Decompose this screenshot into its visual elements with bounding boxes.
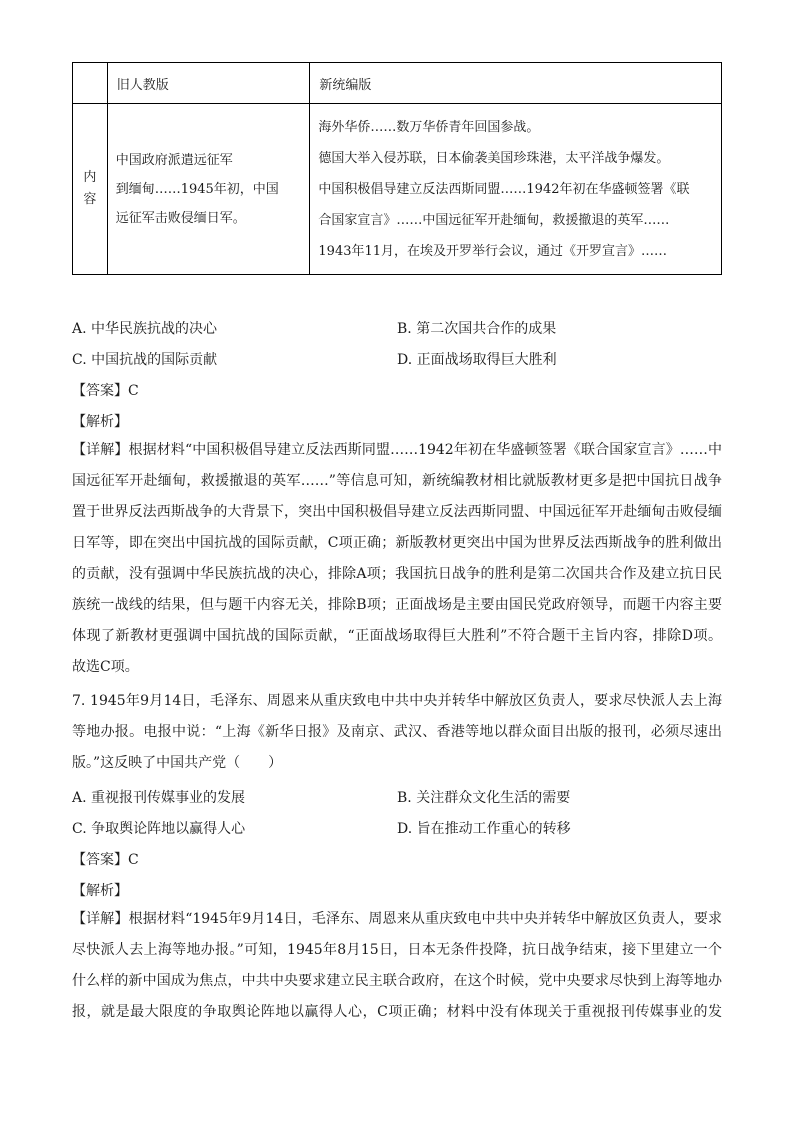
q7-detail-line: 报，就是最大限度的争取舆论阵地以赢得人心，C项正确；材料中没有体现关于重视报刊传媒事业的发: [72, 1004, 722, 1020]
q6-detail-line: 国远征军开赴缅甸，救援撤退的英军……”等信息可知，新统编教材相比就版教材更多是把中国抗日战争: [72, 473, 722, 489]
old-edition-content: [107, 104, 310, 275]
new-edition-content: [310, 104, 722, 275]
q6-detail-line: 体现了新教材更强调中国抗战的国际贡献，“正面战场取得巨大胜利”不符合题干主旨内容，排除D项。: [72, 628, 722, 644]
row-label-char: 容: [83, 192, 97, 207]
q6-detail-line: 日军等，即在突出中国抗战的国际贡献，C项正确；新版教材更突出中国为世界反法西斯战争的胜利做出: [72, 535, 722, 551]
q7-analysis-label: 【解析】: [72, 883, 128, 899]
new-edition-line: 1943年11月，在埃及开罗举行会议，通过《开罗宣言》……: [318, 243, 668, 259]
new-edition-line: 合国家宣言》……中国远征军开赴缅甸，救援撤退的英军……: [318, 212, 670, 228]
old-edition-line: 到缅甸……1945年初，中国: [115, 181, 279, 197]
q6-detail-line: 族统一战线的结果，但与题干内容无关，排除B项；正面战场是主要由国民党政府领导，而题干内容主要: [72, 597, 722, 613]
q7-stem: [72, 686, 722, 779]
q6-analysis-label: 【解析】: [72, 414, 128, 430]
q7-stem-line: 版。”这反映了中国共产党（ ）: [72, 755, 283, 771]
q6-detail-line: 的贡献，没有强调中华民族抗战的决心，排除A项；我国抗日战争的胜利是第二次国共合作及建立抗日民: [72, 566, 722, 582]
q6-detail-line: 置于世界反法西斯战争的大背景下，突出中国积极倡导建立反法西斯同盟、中国远征军开赴缅甸击败侵缅: [72, 504, 722, 520]
row-label-char: 内: [83, 170, 97, 185]
q6-option-c[interactable]: C. 中国抗战的国际贡献: [72, 352, 218, 368]
new-edition-line: 德国大举入侵苏联，日本偷袭美国珍珠港，太平洋战争爆发。: [318, 150, 670, 166]
old-edition-line: 中国政府派遣远征军: [115, 152, 233, 168]
q7-detail-line: 【详解】根据材料“1945年9月14日，毛泽东、周恩来从重庆致电中共中央并转华中解放区负责人，要求: [72, 911, 722, 927]
q7-option-c[interactable]: C. 争取舆论阵地以赢得人心: [72, 821, 246, 837]
table-header-new-edition: 新统编版: [310, 63, 722, 104]
table-content-row: [73, 104, 722, 275]
old-edition-line: 远征军击败侵缅日军。: [115, 210, 246, 226]
q7-detail-paragraph: [72, 904, 722, 1028]
q7-stem-line: 等地办报。电报中说：“上海《新华日报》及南京、武汉、香港等地以群众面目出版的报刊，必须尽速出: [72, 724, 722, 740]
new-edition-line: 中国积极倡导建立反法西斯同盟……1942年初在华盛顿签署《联: [318, 181, 690, 197]
comparison-table: [72, 62, 722, 275]
table-header-empty: [73, 63, 108, 104]
q7-option-b[interactable]: B. 关注群众文化生活的需要: [397, 790, 571, 806]
new-edition-line: 海外华侨……数万华侨青年回国参战。: [318, 119, 540, 135]
q7-option-d[interactable]: D. 旨在推动工作重心的转移: [397, 821, 571, 837]
q6-detail-paragraph: [72, 435, 722, 683]
q6-option-a[interactable]: A. 中华民族抗战的决心: [72, 321, 218, 337]
q6-answer: 【答案】C: [72, 383, 139, 399]
q7-detail-line: 尽快派人去上海等地办报。”可知，1945年8月15日，日本无条件投降，抗日战争结束，接下里建立一个: [72, 942, 722, 958]
q6-option-b[interactable]: B. 第二次国共合作的成果: [397, 321, 557, 337]
q7-stem-line: 7. 1945年9月14日，毛泽东、周恩来从重庆致电中共中央并转华中解放区负责人，要求尽快派人去上海: [72, 693, 722, 709]
q7-option-a[interactable]: A. 重视报刊传媒事业的发展: [72, 790, 246, 806]
q7-answer: 【答案】C: [72, 852, 139, 868]
q6-detail-line: 【详解】根据材料“中国积极倡导建立反法西斯同盟……1942年初在华盛顿签署《联合国家宣言》……中: [72, 442, 722, 458]
table-header-old-edition: 旧人教版: [107, 63, 310, 104]
table-row-label: [73, 104, 108, 275]
q6-detail-line: 故选C项。: [72, 659, 139, 675]
table-header-row: [73, 63, 722, 104]
q7-detail-line: 什么样的新中国成为焦点，中共中央要求建立民主联合政府，在这个时候，党中央要求尽快到上海等地办: [72, 973, 722, 989]
q6-option-d[interactable]: D. 正面战场取得巨大胜利: [397, 352, 557, 368]
